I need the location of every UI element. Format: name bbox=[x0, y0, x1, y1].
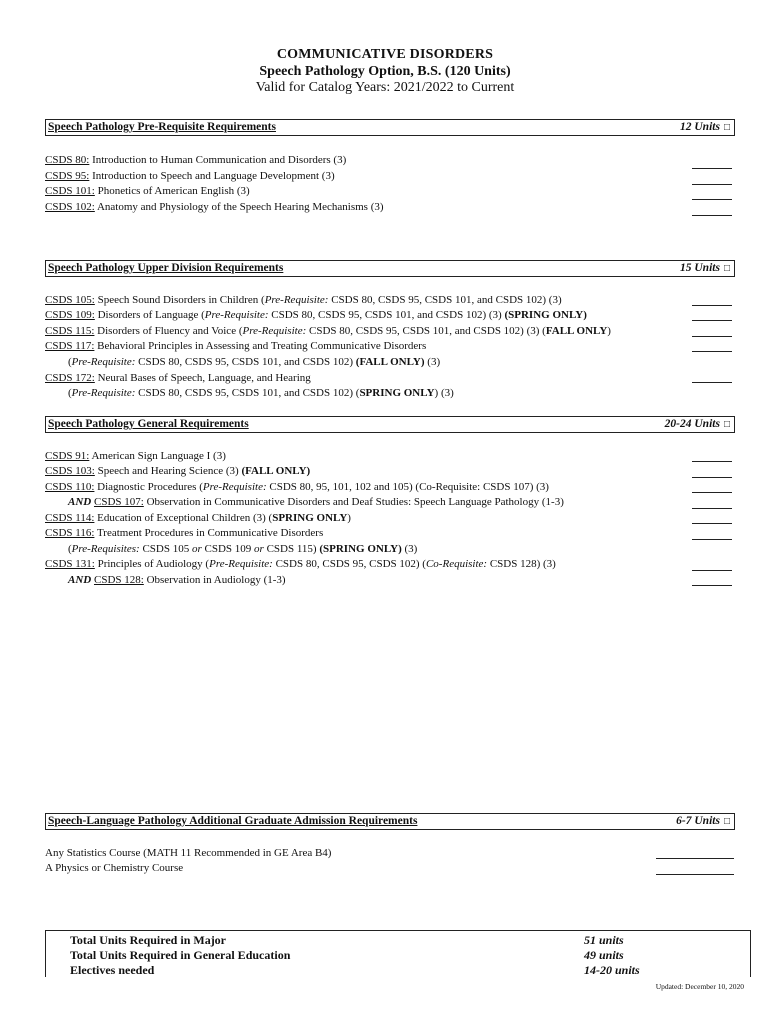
course-line-corequisite: AND CSDS 128: Observation in Audiology (1-3) bbox=[68, 574, 286, 586]
course-line: CSDS 131: Principles of Audiology (Pre-Requisite: CSDS 80, CSDS 95, CSDS 102) (Co-Requisite: CSDS 128) (3) bbox=[45, 558, 556, 570]
grade-blank[interactable] bbox=[692, 199, 732, 200]
grade-blank[interactable] bbox=[692, 492, 732, 493]
grade-blank[interactable] bbox=[692, 570, 732, 571]
grade-blank[interactable] bbox=[692, 351, 732, 352]
course-line: CSDS 116: Treatment Procedures in Communicative Disorders bbox=[45, 527, 324, 539]
catalog-years: Valid for Catalog Years: 2021/2022 to Current bbox=[255, 80, 515, 95]
course-line-continued: (Pre-Requisite: CSDS 80, CSDS 95, CSDS 101, and CSDS 102) (SPRING ONLY) (3) bbox=[68, 387, 454, 399]
grade-blank[interactable] bbox=[692, 168, 732, 169]
grade-blank[interactable] bbox=[692, 336, 732, 337]
checkbox-icon[interactable]: □ bbox=[723, 419, 730, 430]
grade-blank[interactable] bbox=[692, 305, 732, 306]
section-units: 6-7 Units □ bbox=[676, 815, 730, 827]
requirement-line: A Physics or Chemistry Course bbox=[45, 862, 184, 874]
section-header-general bbox=[45, 416, 735, 433]
course-line: CSDS 117: Behavioral Principles in Assessing and Treating Communicative Disorders bbox=[45, 340, 427, 352]
section-title: Speech Pathology Pre-Requisite Requirements bbox=[48, 121, 276, 133]
grade-blank[interactable] bbox=[692, 461, 732, 462]
totals-box bbox=[45, 930, 751, 977]
grade-blank[interactable] bbox=[692, 320, 732, 321]
section-header-upper bbox=[45, 260, 735, 277]
requirement-line: Any Statistics Course (MATH 11 Recommended in GE Area B4) bbox=[45, 847, 332, 859]
course-line-corequisite: AND CSDS 107: Observation in Communicative Disorders and Deaf Studies: Speech Language Pathology (1-3) bbox=[68, 496, 564, 508]
checkbox-icon[interactable]: □ bbox=[723, 263, 730, 274]
course-line: CSDS 91: American Sign Language I (3) bbox=[45, 450, 226, 462]
grade-blank[interactable] bbox=[692, 585, 732, 586]
program-title: Speech Pathology Option, B.S. (120 Units) bbox=[259, 64, 511, 79]
updated-date: Updated: December 10, 2020 bbox=[655, 982, 744, 991]
section-title: Speech Pathology General Requirements bbox=[48, 418, 249, 430]
course-line: CSDS 105: Speech Sound Disorders in Children (Pre-Requisite: CSDS 80, CSDS 95, CSDS 101, and CSDS 102) (3) bbox=[45, 294, 562, 306]
course-line-continued: (Pre-Requisites: CSDS 105 or CSDS 109 or CSDS 115) (SPRING ONLY) (3) bbox=[68, 543, 418, 555]
checkbox-icon[interactable]: □ bbox=[723, 816, 730, 827]
course-line: CSDS 110: Diagnostic Procedures (Pre-Requisite: CSDS 80, 95, 101, 102 and 105) (Co-Requisite: CSDS 107) (3) bbox=[45, 481, 549, 493]
course-line: CSDS 109: Disorders of Language (Pre-Requisite: CSDS 80, CSDS 95, CSDS 101, and CSDS 102) (3) (SPRING ONLY) bbox=[45, 309, 587, 321]
total-label: Total Units Required in General Education bbox=[70, 948, 291, 962]
checkbox-icon[interactable]: □ bbox=[723, 122, 730, 133]
grade-blank[interactable] bbox=[692, 539, 732, 540]
grade-blank[interactable] bbox=[692, 477, 732, 478]
grade-blank[interactable] bbox=[692, 382, 732, 383]
grade-blank[interactable] bbox=[692, 215, 732, 216]
section-header-prereq bbox=[45, 119, 735, 136]
total-value: 51 units bbox=[584, 933, 624, 947]
grade-blank[interactable] bbox=[692, 508, 732, 509]
grade-blank[interactable] bbox=[692, 184, 732, 185]
course-line-continued: (Pre-Requisite: CSDS 80, CSDS 95, CSDS 101, and CSDS 102) (FALL ONLY) (3) bbox=[68, 356, 441, 368]
section-title: Speech Pathology Upper Division Requirements bbox=[48, 262, 284, 274]
course-line: CSDS 114: Education of Exceptional Children (3) (SPRING ONLY) bbox=[45, 512, 351, 524]
course-line: CSDS 80: Introduction to Human Communication and Disorders (3) bbox=[45, 154, 347, 166]
course-line: CSDS 101: Phonetics of American English (3) bbox=[45, 185, 250, 197]
total-label: Electives needed bbox=[70, 963, 155, 977]
grade-blank[interactable] bbox=[692, 523, 732, 524]
course-line: CSDS 102: Anatomy and Physiology of the Speech Hearing Mechanisms (3) bbox=[45, 201, 384, 213]
course-line: CSDS 103: Speech and Hearing Science (3) (FALL ONLY) bbox=[45, 465, 311, 477]
section-units: 15 Units □ bbox=[680, 262, 730, 274]
total-value: 49 units bbox=[584, 948, 624, 962]
total-value: 14-20 units bbox=[584, 963, 640, 977]
section-header-graduate bbox=[45, 813, 735, 830]
section-units: 20-24 Units □ bbox=[664, 418, 730, 430]
course-line: CSDS 95: Introduction to Speech and Language Development (3) bbox=[45, 170, 335, 182]
total-label: Total Units Required in Major bbox=[70, 933, 227, 947]
grade-blank[interactable] bbox=[656, 858, 734, 859]
document-title: COMMUNICATIVE DISORDERS bbox=[276, 47, 494, 62]
course-line: CSDS 115: Disorders of Fluency and Voice (Pre-Requisite: CSDS 80, CSDS 95, CSDS 101, and CSDS 102) (3) (FALL ONLY) bbox=[45, 325, 611, 337]
section-units: 12 Units □ bbox=[680, 121, 730, 133]
section-title: Speech-Language Pathology Additional Graduate Admission Requirements bbox=[48, 815, 418, 827]
course-line: CSDS 172: Neural Bases of Speech, Language, and Hearing bbox=[45, 372, 311, 384]
grade-blank[interactable] bbox=[656, 874, 734, 875]
